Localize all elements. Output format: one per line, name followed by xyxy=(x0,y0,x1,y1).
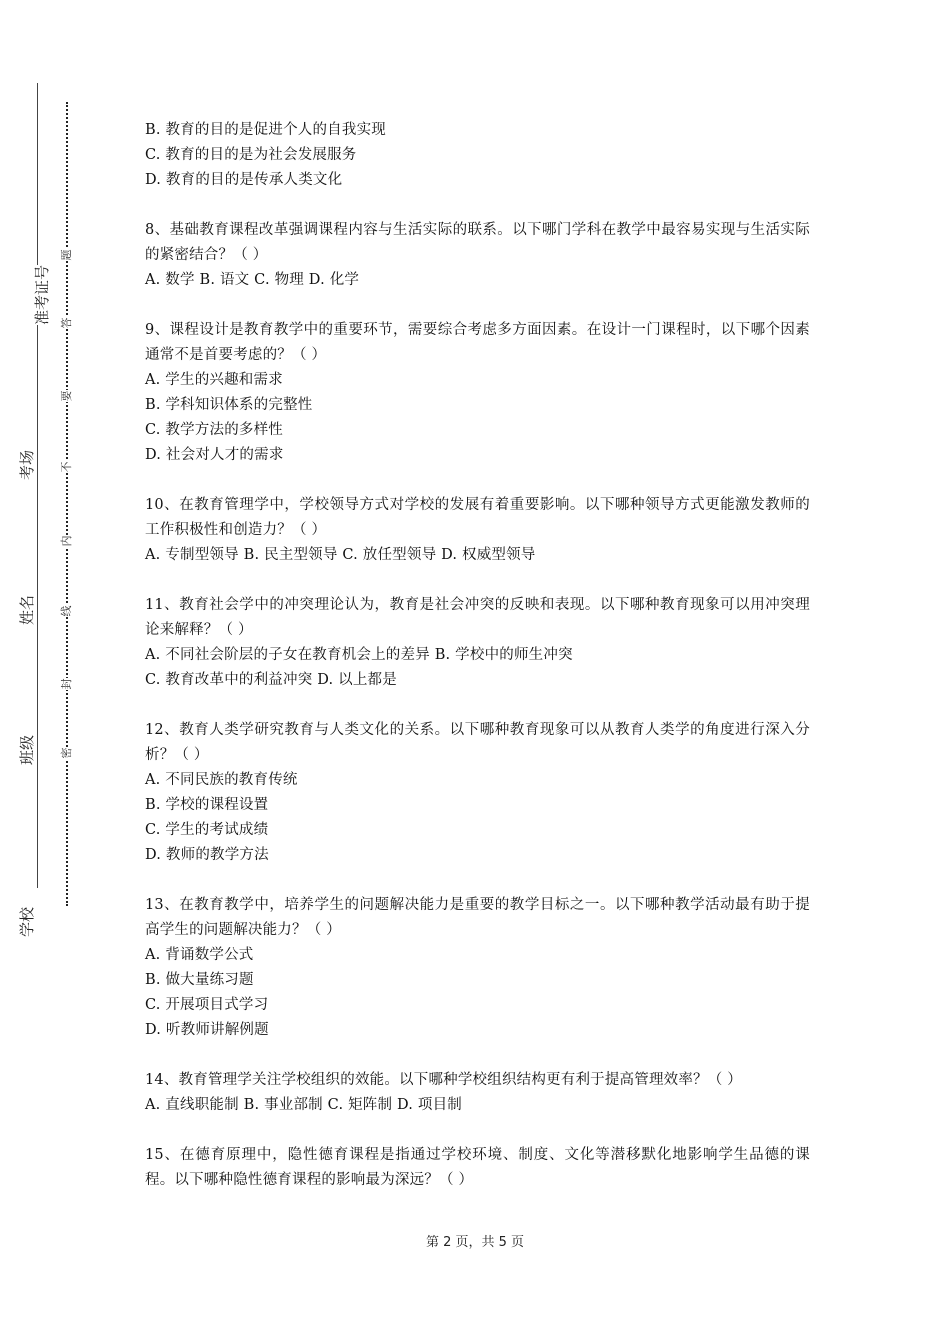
question-stem: 13、在教育教学中，培养学生的问题解决能力是重要的教学目标之一。以下哪种教学活动最有助于提高学生的问题解决能力？（ ） xyxy=(145,897,810,938)
answer-option: B. 做大量练习题 xyxy=(145,972,254,988)
page-footer xyxy=(0,1231,950,1250)
answer-option: C. 教学方法的多样性 xyxy=(145,422,283,438)
question-9 xyxy=(145,318,810,468)
binding-margin xyxy=(0,0,100,1344)
question-8 xyxy=(145,218,810,293)
answer-option: D. 教师的教学方法 xyxy=(145,847,269,863)
seal-char: 不 xyxy=(60,461,73,473)
seal-char: 要 xyxy=(60,390,73,402)
question-list xyxy=(145,218,810,1193)
option-b: B. 教育的目的是促进个人的自我实现 xyxy=(145,122,386,138)
seal-dotted-line xyxy=(66,102,68,906)
question-stem: 8、基础教育课程改革强调课程内容与生活实际的联系。以下哪门学科在教学中最容易实现与生活实际的紧密结合？（ ） xyxy=(145,222,810,263)
exam-content xyxy=(145,118,810,1218)
answer-option: A. 不同社会阶层的子女在教育机会上的差异 B. 学校中的师生冲突 xyxy=(145,647,573,663)
answer-option: D. 社会对人才的需求 xyxy=(145,447,284,463)
field-label: 学校 xyxy=(18,906,37,938)
page-indicator: 第 2 页，共 5 页 xyxy=(425,1235,525,1250)
answer-option: B. 学科知识体系的完整性 xyxy=(145,397,313,413)
answer-option: B. 学校的课程设置 xyxy=(145,797,269,813)
seal-char: 线 xyxy=(60,605,73,617)
question-14 xyxy=(145,1068,810,1118)
seal-char: 答 xyxy=(60,317,73,329)
answer-option: A. 专制型领导 B. 民主型领导 C. 放任型领导 D. 权威型领导 xyxy=(145,547,536,563)
answer-option: C. 学生的考试成绩 xyxy=(145,822,269,838)
option-d: D. 教育的目的是传承人类文化 xyxy=(145,172,343,188)
field-label: 姓名 xyxy=(18,594,37,626)
answer-option: A. 不同民族的教育传统 xyxy=(145,772,298,788)
question-stem: 15、在德育原理中，隐性德育课程是指通过学校环境、制度、文化等潜移默化地影响学生品德的课程。以下哪种隐性德育课程的影响最为深远？（ ） xyxy=(145,1147,810,1188)
question-12 xyxy=(145,718,810,868)
seal-char: 密 xyxy=(60,747,73,759)
question-7-continued xyxy=(145,118,810,193)
fill-in-line xyxy=(37,83,38,888)
seal-char: 内 xyxy=(60,535,73,547)
question-15 xyxy=(145,1143,810,1193)
answer-option: C. 教育改革中的利益冲突 D. 以上都是 xyxy=(145,672,397,688)
answer-option: A. 背诵数学公式 xyxy=(145,947,254,963)
answer-option: A. 学生的兴趣和需求 xyxy=(145,372,283,388)
question-13 xyxy=(145,893,810,1043)
question-stem: 9、课程设计是教育教学中的重要环节，需要综合考虑多方面因素。在设计一门课程时，以下哪个因素通常不是首要考虑的？（ ） xyxy=(145,322,810,363)
question-11 xyxy=(145,593,810,693)
question-10 xyxy=(145,493,810,568)
question-stem: 12、教育人类学研究教育与人类文化的关系。以下哪种教育现象可以从教育人类学的角度进行深入分析？（ ） xyxy=(145,722,810,763)
answer-option: A. 数学 B. 语文 C. 物理 D. 化学 xyxy=(145,272,360,288)
seal-char: 封 xyxy=(60,678,73,690)
question-stem: 14、教育管理学关注学校组织的效能。以下哪种学校组织结构更有利于提高管理效率？（ ） xyxy=(145,1072,742,1088)
option-c: C. 教育的目的是为社会发展服务 xyxy=(145,147,357,163)
field-label: 准考证号 xyxy=(33,264,52,326)
field-label: 考场 xyxy=(18,449,37,481)
question-stem: 11、教育社会学中的冲突理论认为，教育是社会冲突的反映和表现。以下哪种教育现象可以用冲突理论来解释？（ ） xyxy=(145,597,810,638)
seal-char: 题 xyxy=(60,249,73,261)
field-label: 班级 xyxy=(18,734,37,766)
answer-option: C. 开展项目式学习 xyxy=(145,997,269,1013)
question-stem: 10、在教育管理学中，学校领导方式对学校的发展有着重要影响。以下哪种领导方式更能激发教师的工作积极性和创造力？（ ） xyxy=(145,497,810,538)
answer-option: A. 直线职能制 B. 事业部制 C. 矩阵制 D. 项目制 xyxy=(145,1097,463,1113)
answer-option: D. 听教师讲解例题 xyxy=(145,1022,269,1038)
